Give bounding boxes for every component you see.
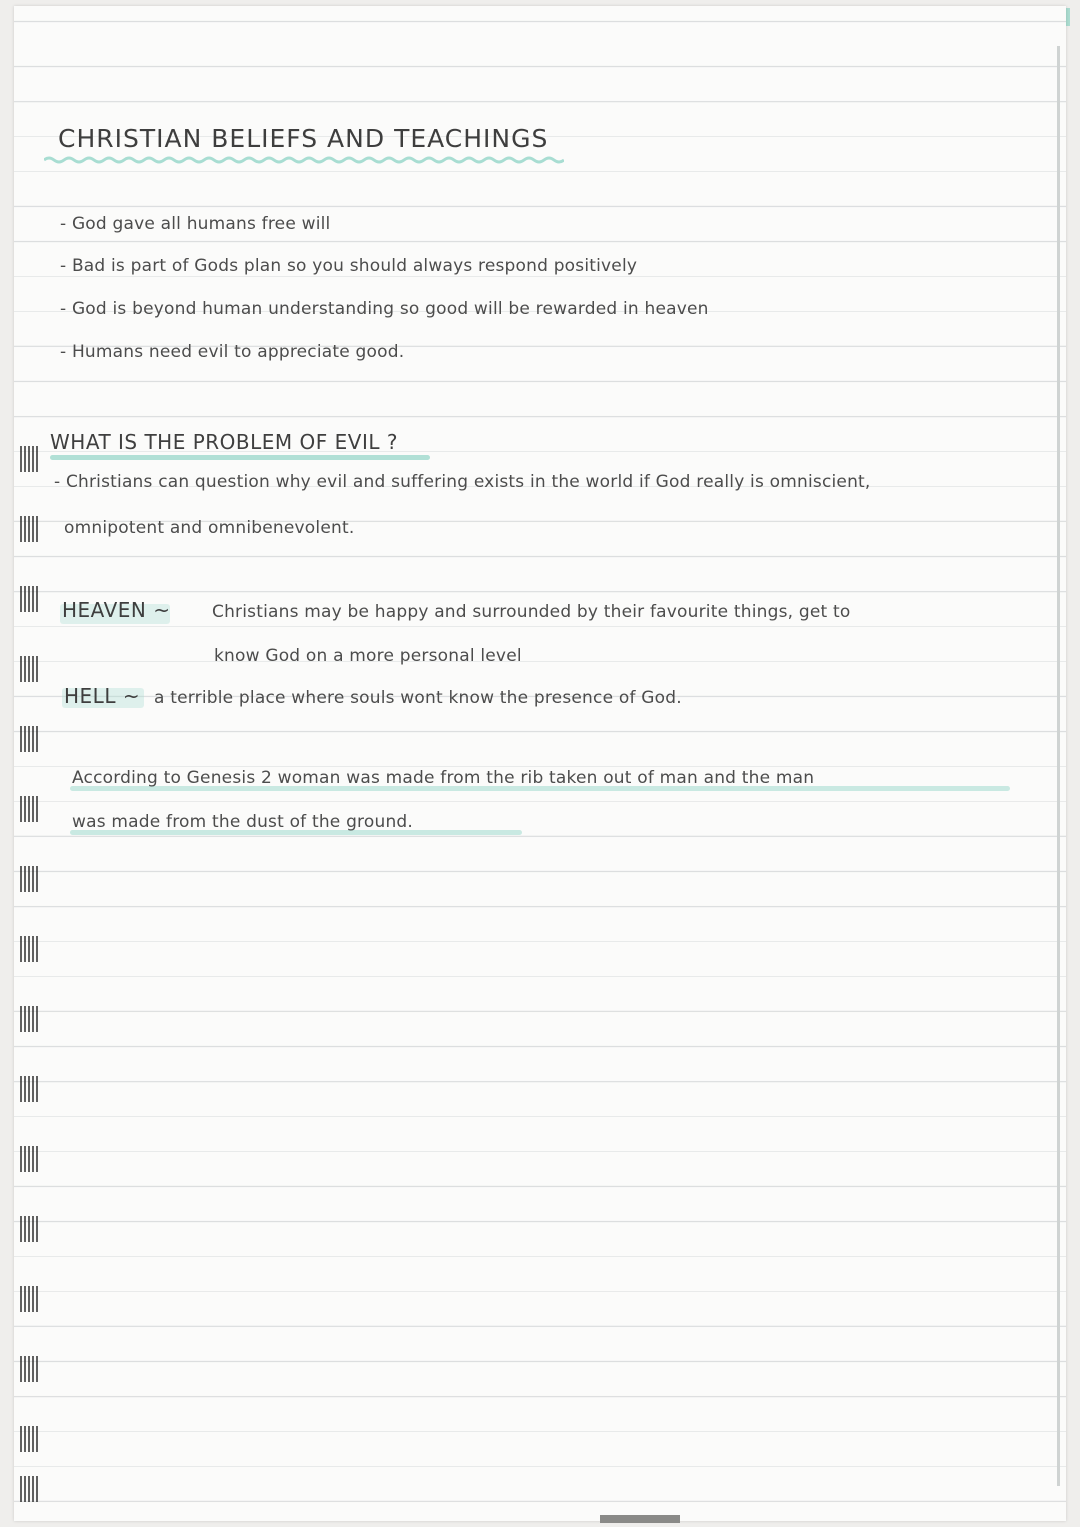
binding-ring [20, 1426, 38, 1452]
binding-ring [20, 866, 38, 892]
bottom-edge-tab [600, 1515, 680, 1523]
binding-ring [20, 586, 38, 612]
binding-ring [20, 1356, 38, 1382]
bullet-beyond-understanding: - God is beyond human understanding so good will be rewarded in heaven [60, 299, 709, 319]
problem-line-2: omnipotent and omnibenevolent. [64, 518, 355, 538]
genesis-line-1: According to Genesis 2 woman was made from the rib taken out of man and the man [72, 768, 815, 788]
hell-label: HELL ~ [64, 684, 141, 708]
binding-ring [20, 1076, 38, 1102]
binding-ring [20, 796, 38, 822]
heaven-line-1: Christians may be happy and surrounded by their favourite things, get to [212, 602, 851, 622]
binding-ring [20, 1216, 38, 1242]
page-title: CHRISTIAN BELIEFS AND TEACHINGS [58, 124, 549, 153]
title-wavy-underline [44, 156, 564, 164]
binding-ring [20, 516, 38, 542]
binding-ring [20, 446, 38, 472]
spiral-binding [14, 446, 54, 1506]
problem-line-1: - Christians can question why evil and suffering exists in the world if God really is omniscient, [54, 472, 871, 492]
binding-ring [20, 1146, 38, 1172]
problem-of-evil-heading: WHAT IS THE PROBLEM OF EVIL ? [50, 430, 398, 454]
binding-ring [20, 656, 38, 682]
bullet-gods-plan: - Bad is part of Gods plan so you should always respond positively [60, 256, 638, 276]
heaven-label: HEAVEN ~ [62, 598, 171, 622]
hell-description: a terrible place where souls wont know the presence of God. [154, 688, 682, 708]
binding-ring [20, 1006, 38, 1032]
heading-highlight [50, 455, 430, 460]
heaven-line-2: know God on a more personal level [214, 646, 522, 666]
binding-ring [20, 726, 38, 752]
notebook-page [14, 6, 1066, 1521]
genesis-line-2: was made from the dust of the ground. [72, 812, 414, 832]
binding-ring [20, 1476, 38, 1502]
bullet-free-will: - God gave all humans free will [60, 214, 331, 234]
page-edge [1057, 46, 1060, 1486]
binding-ring [20, 1286, 38, 1312]
bullet-evil-appreciate-good: - Humans need evil to appreciate good. [60, 342, 405, 362]
binding-ring [20, 936, 38, 962]
